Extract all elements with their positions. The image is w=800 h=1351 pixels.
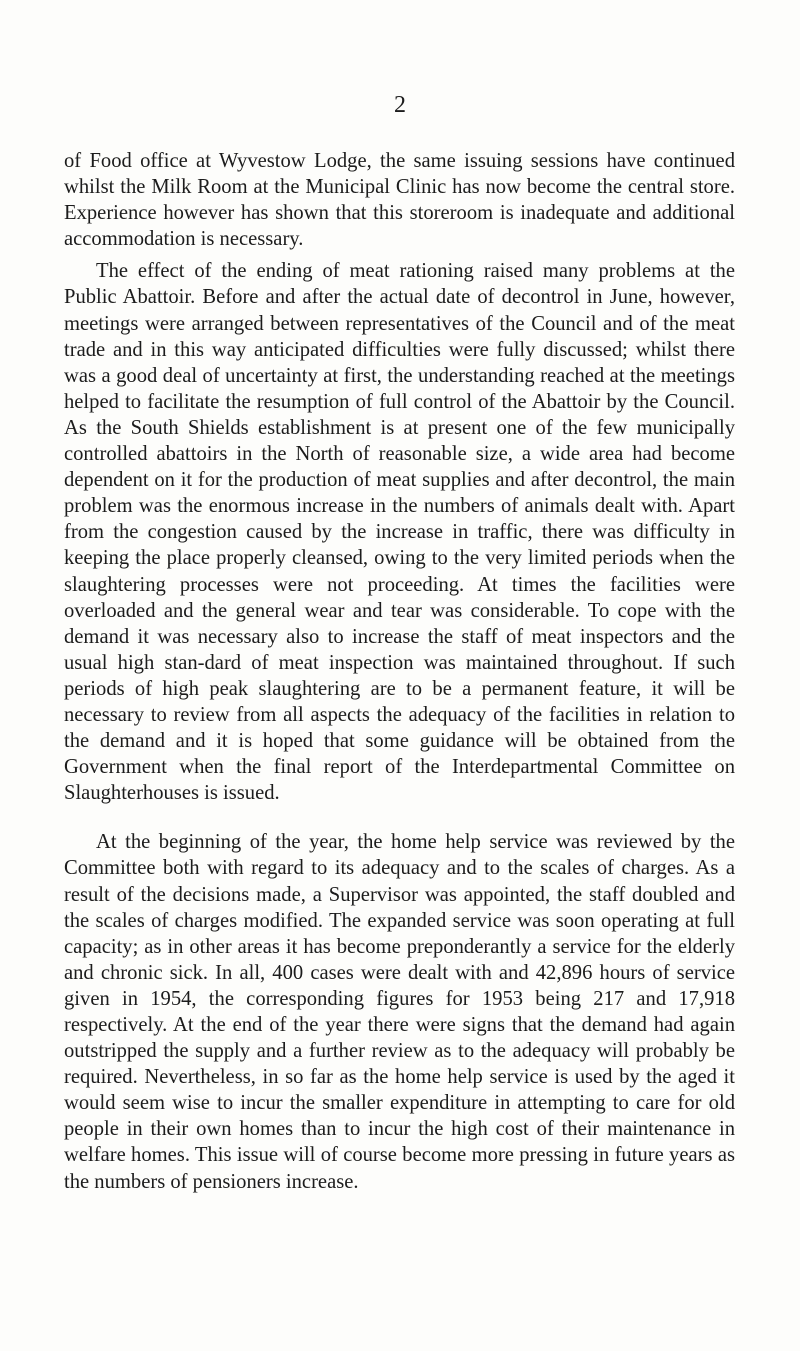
page-number: 2 — [394, 92, 406, 118]
paragraph-continuation: of Food office at Wyvestow Lodge, the same issuing sessions have continued whilst the Milk Room at the Municipal Clinic has now become the central store. Experience however has shown that this storeroom is inadequate and additional accommodation is necessary. — [64, 150, 735, 251]
paragraph-abattoir: The effect of the ending of meat rationing raised many problems at the Public Abattoir. Before and after the actual date of decontrol in June, however, meetings were arranged between representatives of the Council and of the meat trade and in this way anticipated difficulties were fully discussed; whilst there was a good deal of uncertainty at first, the understanding reached at the meetings helped to facilitate the resumption of full control of the Abattoir by the Council. As the South Shields establishment is at present one of the few municipally controlled abattoirs in the North of reasonable size, a wide area had become dependent on it for the production of meat supplies and after decontrol, the main problem was the enormous increase in the numbers of animals dealt with. Apart from the congestion caused by the increase in traffic, there was difficulty in keeping the place properly cleansed, owing to the very limited periods when the slaughtering processes were not proceeding. At times the facilities were overloaded and the general wear and tear was considerable. To cope with the demand it was necessary also to increase the staff of meat inspectors and the usual high stan-dard of meat inspection was maintained throughout. If such periods of high peak slaughtering are to be a permanent feature, it will be necessary to review from all aspects the adequacy of the facilities in relation to the demand and it is hoped that some guidance will be obtained from the Government when the final report of the Interdepartmental Committee on Slaughterhouses is issued. — [64, 260, 735, 805]
body-text — [64, 148, 735, 1195]
paragraph-home-help: At the beginning of the year, the home help service was reviewed by the Committee both with regard to its adequacy and to the scales of charges. As a result of the decisions made, a Supervisor was appointed, the staff doubled and the scales of charges modified. The expanded service was soon operating at full capacity; as in other areas it has become preponderantly a service for the elderly and chronic sick. In all, 400 cases were dealt with and 42,896 hours of service given in 1954, the corresponding figures for 1953 being 217 and 17,918 respectively. At the end of the year there were signs that the demand had again outstripped the supply and a further review as to the adequacy will probably be required. Nevertheless, in so far as the home help service is used by the aged it would seem wise to incur the smaller expenditure in attempting to care for old people in their own homes than to incur the high cost of their maintenance in welfare homes. This issue will of course become more pressing in future years as the numbers of pensioners increase. — [64, 831, 735, 1193]
